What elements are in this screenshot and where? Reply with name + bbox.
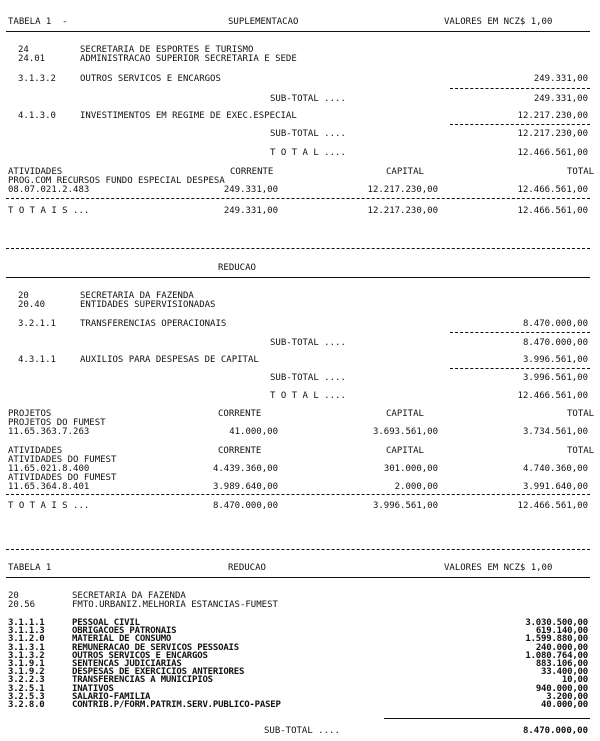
activity-corrente: 3.989.640,00 [212,482,278,492]
col-corrente: CORRENTE [218,409,262,419]
table-label: TABELA 1 - [8,17,68,27]
subtotal-value: 249.331,00 [533,94,588,104]
expense-value: 883.106,00 [535,659,588,669]
activity-total: 4.740.360,00 [522,464,588,474]
expense-code: 3.1.9.1 [8,659,45,669]
header-rule [6,277,590,278]
totais-capital: 12.217.230,00 [367,206,438,216]
expense-desc: REMUNERACAO DE SERVICOS PESSOAIS [72,642,239,653]
expense-code: 3.2.5.3 [8,691,45,702]
activity-desc: ATIVIDADES DO FUMEST [8,473,117,483]
project-corrente: 41.000,00 [229,427,278,437]
expense-code: 3.1.3.1 [8,642,45,653]
col-capital: CAPITAL [386,446,424,456]
expense-desc: CONTRIB.P/FORM.PATRIM.SERV.PUBLICO-PASEP [72,700,281,710]
expense-code: 3.2.2.3 [8,675,45,686]
item-desc: INVESTIMENTOS EM REGIME DE EXEC.ESPECIAL [80,111,297,121]
item-value: 3.996.561,00 [522,355,588,365]
expense-value: 10,00 [561,675,588,686]
project-total: 3.734.561,00 [522,427,588,437]
col-activities: ATIVIDADES [8,446,63,456]
subtotal-label: SUB-TOTAL .... [270,94,346,104]
project-code: 11.65.363.7.263 [8,427,90,437]
program-capital: 12.217.230,00 [367,185,438,195]
expense-code: 3.1.9.2 [8,667,45,678]
item-desc: OUTROS SERVICOS E ENCARGOS [80,74,221,84]
col-corrente: CORRENTE [218,446,262,456]
expense-code: 3.1.3.2 [8,650,45,661]
section-divider [6,549,590,550]
activity-capital: 301.000,00 [383,464,438,474]
expense-value: 3.030.500,00 [525,618,588,628]
totais-label: T O T A I S ... [8,206,90,216]
expense-desc: MATERIAL DE CONSUMO [72,634,172,645]
rule [384,718,590,719]
expense-value: 3.200,00 [546,691,588,702]
col-total: TOTAL [567,446,595,456]
activity-desc: ATIVIDADES DO FUMEST [8,455,117,465]
item-value: 8.470.000,00 [522,319,588,329]
totais-label: T O T A I S ... [8,501,90,511]
section-type: SUPLEMENTACAO [228,17,299,27]
activity-code: 11.65.021.8.400 [8,464,90,474]
rule [450,332,590,333]
section-title: REDUCAO [218,263,256,273]
expense-desc: SENTENCAS JUDICIARIAS [72,659,182,669]
subtotal-value: 3.996.561,00 [522,373,588,383]
totais-total: 12.466.561,00 [517,206,588,216]
unit-name: ENTIDADES SUPERVISIONADAS [80,300,216,310]
expense-desc: OUTROS SERVICOS E ENCARGOS [72,650,208,661]
program-total: 12.466.561,00 [517,185,588,195]
expense-value: 619.140,00 [535,626,588,637]
org-code: 20 [18,291,29,301]
expense-value: 240.000,00 [535,642,588,653]
totais-total: 12.466.561,00 [517,501,588,511]
program-code: 08.07.021.2.483 [8,185,90,195]
rule [450,368,590,369]
col-activities: ATIVIDADES [8,167,63,177]
item-value: 12.217.230,00 [517,111,588,121]
values-unit: VALORES EM NCZ$ 1,00 [444,563,553,573]
subtotal-label: SUB-TOTAL .... [270,129,346,139]
program-desc: PROG.COM RECURSOS FUNDO ESPECIAL DESPESA [8,176,225,186]
col-total: TOTAL [567,167,595,177]
org-code: 20 [8,591,19,601]
subtotal-label: SUB-TOTAL .... [264,726,340,736]
expense-value: 33.400,00 [541,667,588,678]
table-label: TABELA 1 [8,563,52,573]
item-value: 249.331,00 [533,74,588,84]
expense-code: 3.1.1.1 [8,618,45,628]
total-value: 12.466.561,00 [517,148,588,158]
activity-code: 11.65.364.8.401 [8,482,90,492]
header-rule [6,577,590,578]
unit-code: 20.40 [18,300,46,310]
expense-value: 40.000,00 [541,700,588,710]
subtotal-value: 8.470.000,00 [522,338,588,348]
col-capital: CAPITAL [386,167,424,177]
item-code: 4.1.3.0 [18,111,56,121]
expense-desc: PESSOAL CIVIL [72,618,140,628]
unit-code: 20.56 [8,600,36,610]
expense-desc: OBRIGACOES PATRONAIS [72,626,177,637]
item-code: 3.1.3.2 [18,74,56,84]
total-label: T O T A L .... [270,391,346,401]
expense-desc: SALARIO-FAMILIA [72,691,151,702]
section-divider [6,248,590,249]
unit-name: FMTO.URBANIZ.MELHORIA ESTANCIAS-FUMEST [72,600,278,610]
values-unit: VALORES EM NCZ$ 1,00 [444,17,553,27]
expense-value: 1.080.764,00 [525,650,588,661]
org-code: 24 [18,45,29,55]
totais-corrente: 249.331,00 [223,206,278,216]
total-value: 12.466.561,00 [517,391,588,401]
expense-desc: TRANSFERENCIAS A MUNICIPIOS [72,675,213,686]
activity-total: 3.991.640,00 [522,482,588,492]
subtotal-label: SUB-TOTAL .... [270,373,346,383]
rule [450,124,590,125]
rule [450,88,590,89]
expense-code: 3.1.1.3 [8,626,45,637]
totais-capital: 3.996.561,00 [372,501,438,511]
subtotal-label: SUB-TOTAL .... [270,338,346,348]
item-code: 3.2.1.1 [18,319,56,329]
expense-code: 3.2.8.0 [8,700,45,710]
org-name: SECRETARIA DA FAZENDA [72,591,186,601]
org-name: SECRETARIA DE ESPORTES E TURISMO [80,45,254,55]
total-label: T O T A L .... [270,148,346,158]
unit-name: ADMINISTRACAO SUPERIOR SECRETARIA E SEDE [80,54,297,64]
unit-code: 24.01 [18,54,46,64]
program-corrente: 249.331,00 [223,185,278,195]
col-total: TOTAL [567,409,595,419]
rule [6,198,590,199]
subtotal-value: 12.217.230,00 [517,129,588,139]
expense-value: 940.000,00 [535,683,588,694]
subtotal-value: 8.470.000,00 [522,726,588,736]
project-desc: PROJETOS DO FUMEST [8,418,106,428]
expense-desc: INATIVOS [72,683,114,694]
expense-code: 3.1.2.0 [8,634,45,645]
item-code: 4.3.1.1 [18,355,56,365]
totais-corrente: 8.470.000,00 [212,501,278,511]
col-projects: PROJETOS [8,409,52,419]
activity-corrente: 4.439.360,00 [212,464,278,474]
org-name: SECRETARIA DA FAZENDA [80,291,194,301]
section-type: REDUCAO [228,563,266,573]
expense-code: 3.2.5.1 [8,683,45,694]
rule [6,494,590,495]
expense-value: 1.599.880,00 [525,634,588,645]
item-desc: AUXILIOS PARA DESPESAS DE CAPITAL [80,355,259,365]
col-corrente: CORRENTE [230,167,274,177]
col-capital: CAPITAL [386,409,424,419]
item-desc: TRANSFERENCIAS OPERACIONAIS [80,319,227,329]
header-rule [6,31,590,32]
project-capital: 3.693.561,00 [372,427,438,437]
activity-capital: 2.000,00 [394,482,438,492]
expense-desc: DESPESAS DE EXERCICIOS ANTERIORES [72,667,245,678]
